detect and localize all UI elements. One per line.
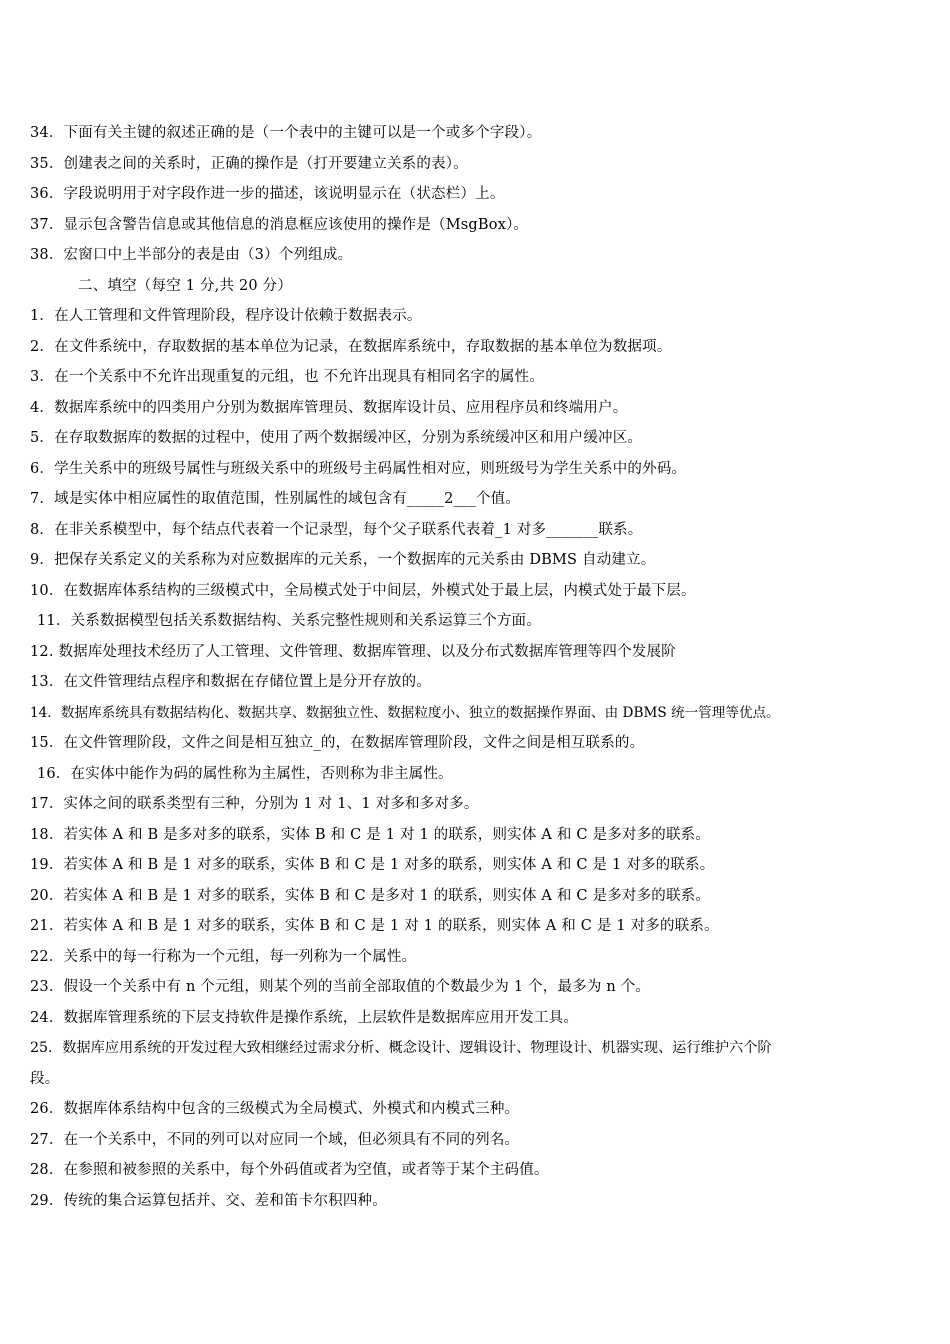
text-line: 1．在人工管理和文件管理阶段，程序设计依赖于数据表示。 — [30, 308, 422, 324]
text-line: 9．把保存关系定义的关系称为对应数据库的元关系，一个数据库的元关系由 DBMS 自动建立。 — [30, 552, 656, 568]
text-line: 13．在文件管理结点程序和数据在存储位置上是分开存放的。 — [30, 674, 432, 690]
text-line: 27．在一个关系中，不同的列可以对应同一个域，但必须具有不同的列名。 — [30, 1131, 520, 1148]
text-line: 21．若实体 A 和 B 是 1 对多的联系，实体 B 和 C 是 1 对 1 的联系，则实体 A 和 C 是 1 对多的联系。 — [30, 918, 719, 934]
text-line: 段。 — [30, 1070, 60, 1087]
text-line: 6．学生关系中的班级号属性与班级关系中的班级号主码属性相对应，则班级号为学生关系中的外码。 — [30, 460, 687, 477]
text-line: 3．在一个关系中不允许出现重复的元组，也 不允许出现具有相同名字的属性。 — [30, 369, 545, 385]
text-line: 2．在文件系统中，存取数据的基本单位为记录，在数据库系统中，存取数据的基本单位为数据项。 — [30, 338, 672, 355]
text-line: 5．在存取数据库的数据的过程中，使用了两个数据缓冲区，分别为系统缓冲区和用户缓冲区。 — [30, 430, 643, 446]
text-line: 4．数据库系统中的四类用户分别为数据库管理员、数据库设计员、应用程序员和终端用户。 — [30, 399, 628, 416]
text-line: 11．关系数据模型包括关系数据结构、关系完整性规则和关系运算三个方面。 — [37, 613, 541, 629]
text-line: 36．字段说明用于对字段作进一步的描述，该说明显示在（状态栏）上。 — [30, 186, 505, 202]
text-line: 19．若实体 A 和 B 是 1 对多的联系，实体 B 和 C 是 1 对多的联系，则实体 A 和 C 是 1 对多的联系。 — [30, 857, 715, 873]
text-line: 10．在数据库体系结构的三级模式中，全局模式处于中间层，外模式处于最上层，内模式处于最下层。 — [30, 582, 696, 599]
text-line: 15．在文件管理阶段，文件之间是相互独立_的，在数据库管理阶段，文件之间是相互联系的。 — [30, 735, 645, 751]
text-line: 37．显示包含警告信息或其他信息的消息框应该使用的操作是（MsgBox）。 — [30, 216, 529, 233]
text-line: 24．数据库管理系统的下层支持软件是操作系统，上层软件是数据库应用开发工具。 — [30, 1009, 579, 1026]
text-line: 16．在实体中能作为码的属性称为主属性，否则称为非主属性。 — [37, 765, 453, 782]
text-line: 7．域是实体中相应属性的取值范围，性别属性的域包含有_____2___个值。 — [30, 491, 521, 507]
text-line: 20．若实体 A 和 B 是 1 对多的联系，实体 B 和 C 是多对 1 的联系，则实体 A 和 C 是多对多的联系。 — [30, 887, 711, 904]
text-line: 18．若实体 A 和 B 是多对多的联系，实体 B 和 C 是 1 对 1 的联系，则实体 A 和 C 是多对多的联系。 — [30, 826, 711, 843]
text-line: 38．宏窗口中上半部分的表是由（3）个列组成。 — [30, 247, 353, 263]
text-line: 34．下面有关主键的叙述正确的是（一个表中的主键可以是一个或多个字段）。 — [30, 125, 542, 141]
text-line: 29．传统的集合运算包括并、交、差和笛卡尔积四种。 — [30, 1192, 387, 1209]
text-line: 35．创建表之间的关系时，正确的操作是（打开要建立关系的表）。 — [30, 155, 468, 172]
text-line: 12. 数据库处理技术经历了人工管理、文件管理、数据库管理、以及分布式数据库管理等四个发展阶 — [30, 643, 676, 660]
text-line: 25．数据库应用系统的开发过程大致相继经过需求分析、概念设计、逻辑设计、物理设计、机器实现、运行维护六个阶 — [30, 1040, 772, 1056]
document-page — [0, 118, 950, 1216]
text-line: 8．在非关系模型中，每个结点代表着一个记录型，每个父子联系代表着_1 对多_______联系。 — [30, 521, 643, 538]
text-line: 22．关系中的每一行称为一个元组，每一列称为一个属性。 — [30, 948, 417, 965]
text-line: 26．数据库体系结构中包含的三级模式为全局模式、外模式和内模式三种。 — [30, 1101, 520, 1117]
text-line: 14．数据库系统具有数据结构化、数据共享、数据独立性、数据粒度小、独立的数据操作界面、由 DBMS 统一管理等优点。 — [30, 704, 780, 721]
text-line: 28．在参照和被参照的关系中，每个外码值或者为空值，或者等于某个主码值。 — [30, 1162, 549, 1178]
section-heading: 二、填空（每空 1 分,共 20 分） — [78, 277, 293, 294]
text-line: 23．假设一个关系中有 n 个元组，则某个列的当前全部取值的个数最少为 1 个，最多为 n 个。 — [30, 979, 651, 995]
text-line: 17．实体之间的联系类型有三种，分别为 1 对 1、1 对多和多对多。 — [30, 796, 479, 812]
